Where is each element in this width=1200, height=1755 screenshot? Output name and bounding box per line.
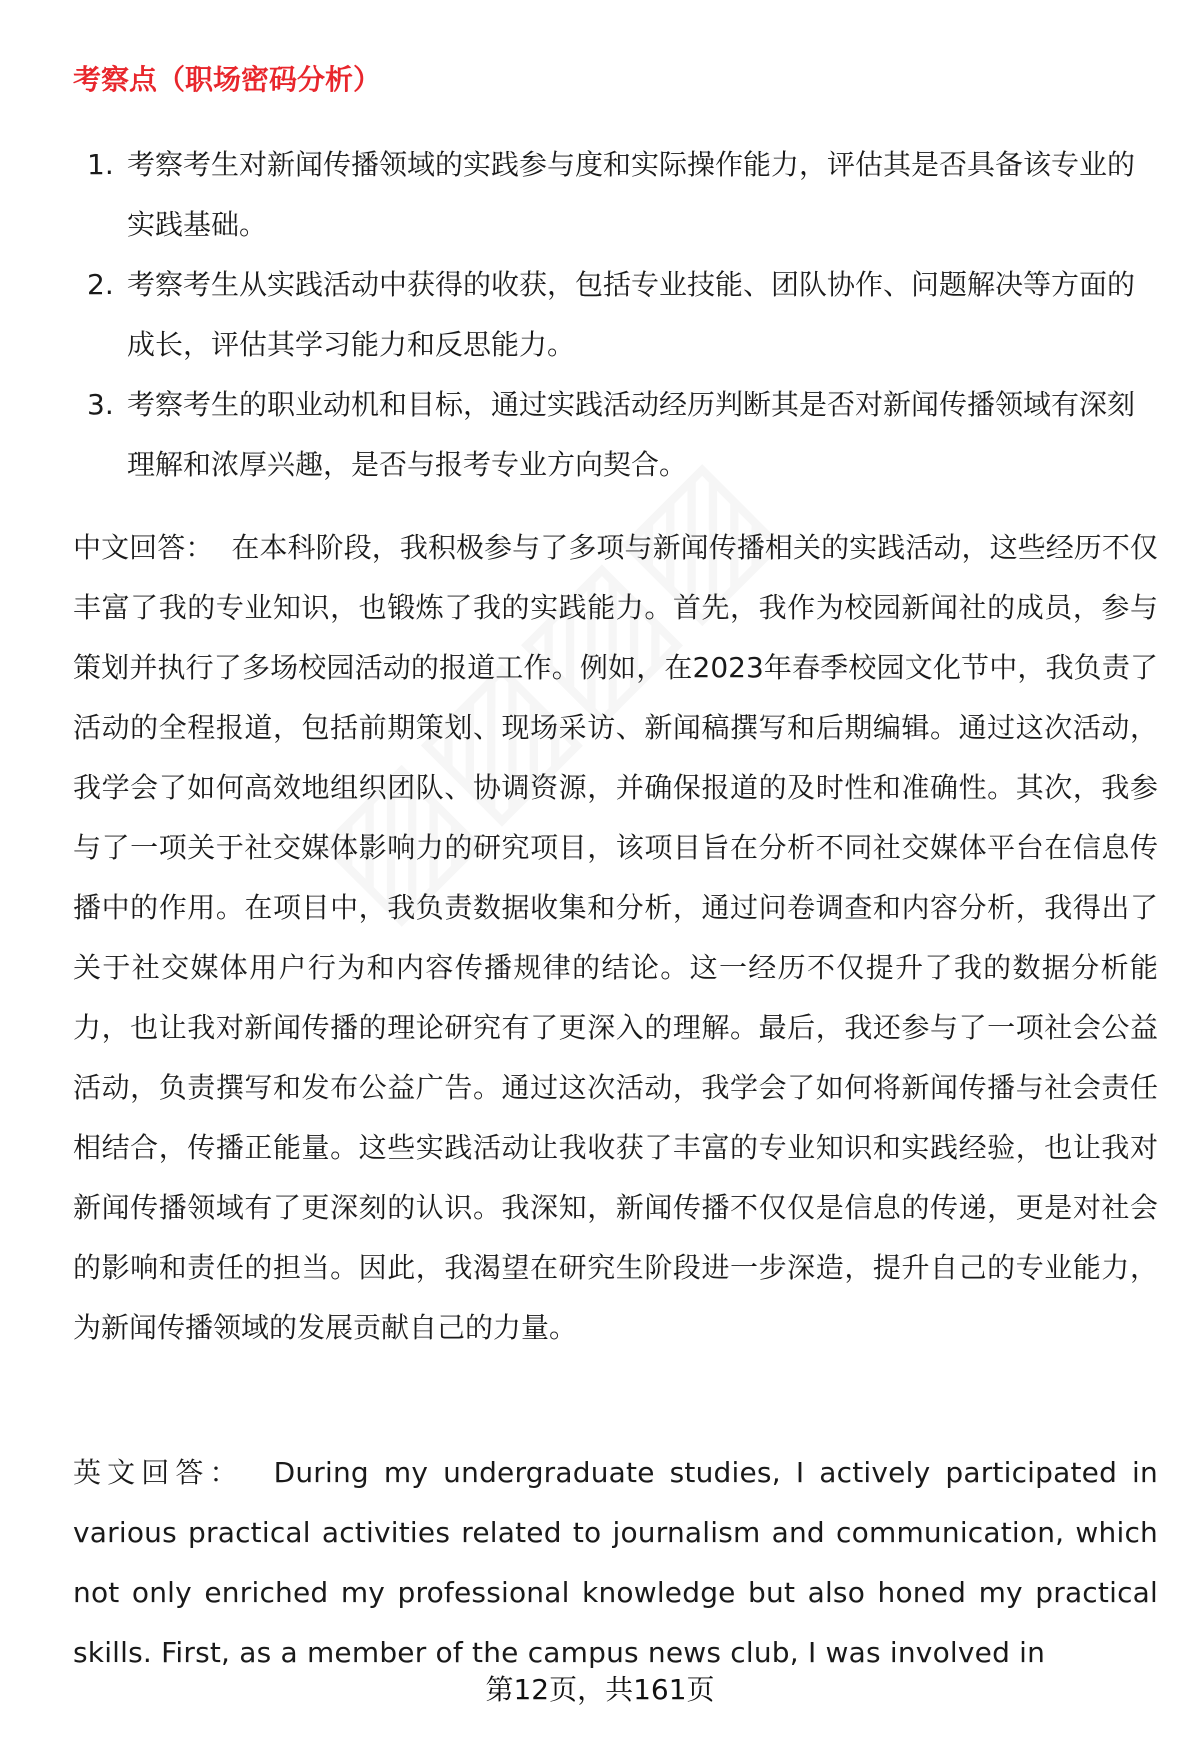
chinese-answer-text: 在本科阶段，我积极参与了多项与新闻传播相关的实践活动，这些经历不仅丰富了我的专业知识，也锻炼了我的实践能力。首先，我作为校园新闻社的成员，参与策划并执行了多场校园活动的报道工作。例如，在2023年春季校园文化节中，我负责了活动的全程报道，包括前期策划、现场采访、新闻稿撰写和后期编辑。通过这次活动，我学会了如何高效地组织团队、协调资源，并确保报道的及时性和准确性。其次，我参与了一项关于社交媒体影响力的研究项目，该项目旨在分析不同社交媒体平台在信息传播中的作用。在项目中，我负责数据收集和分析，通过问卷调查和内容分析，我得出了关于社交媒体用户行为和内容传播规律的结论。这一经历不仅提升了我的数据分析能力，也让我对新闻传播的理论研究有了更深入的理解。最后，我还参与了一项社会公益活动，负责撰写和发布公益广告。通过这次活动，我学会了如何将新闻传播与社会责任相结合，传播正能量。这些实践活动让我收获了丰富的专业知识和实践经验，也让我对新闻传播领域有了更深刻的认识。我深知，新闻传播不仅仅是信息的传递，更是对社会的影响和责任的担当。因此，我渴望在研究生阶段进一步深造，提升自己的专业能力，为新闻传播领域的发展贡献自己的力量。 xyxy=(73,531,1158,1344)
section-title: 考察点（职场密码分析） xyxy=(73,63,382,96)
assessment-point xyxy=(73,135,1153,255)
point-number: 2. xyxy=(87,268,114,301)
chinese-answer-paragraph xyxy=(73,518,1158,1358)
english-answer-label: 英文回答： xyxy=(73,1456,244,1489)
assessment-point xyxy=(73,375,1153,495)
english-answer-text: During my undergraduate studies, I actively participated in various practical activities related to journalism and communication, which not only enriched my professional knowledge but also honed my practical skills. First, as a member of the campus news club, I was involved in xyxy=(73,1456,1158,1669)
point-text: 考察考生的职业动机和目标，通过实践活动经历判断其是否对新闻传播领域有深刻理解和浓厚兴趣，是否与报考专业方向契合。 xyxy=(127,388,1136,481)
point-number: 1. xyxy=(87,148,114,181)
assessment-points-list xyxy=(73,135,1153,495)
chinese-answer-label: 中文回答： xyxy=(73,531,214,564)
assessment-point xyxy=(73,255,1153,375)
english-answer-paragraph xyxy=(73,1443,1158,1683)
page-indicator: 第12页，共161页 xyxy=(485,1673,715,1706)
point-text: 考察考生从实践活动中获得的收获，包括专业技能、团队协作、问题解决等方面的成长，评估其学习能力和反思能力。 xyxy=(127,268,1136,361)
point-number: 3. xyxy=(87,388,114,421)
point-text: 考察考生对新闻传播领域的实践参与度和实际操作能力，评估其是否具备该专业的实践基础。 xyxy=(127,148,1136,241)
